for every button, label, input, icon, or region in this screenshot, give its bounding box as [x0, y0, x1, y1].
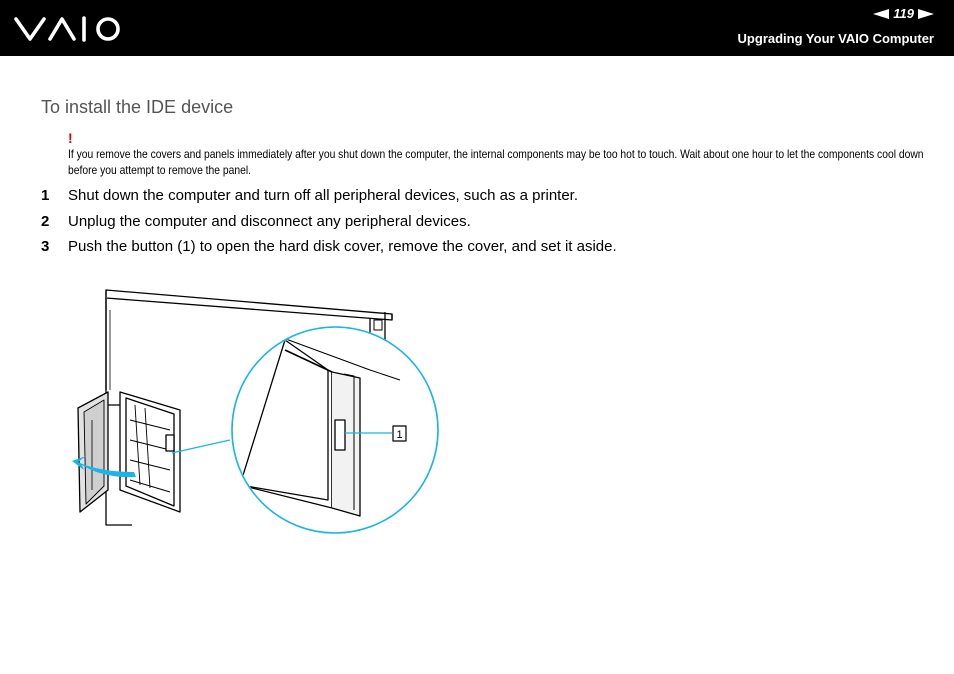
step-text: Push the button (1) to open the hard disk cover, remove the cover, and set it aside.	[68, 238, 617, 255]
step-text: Shut down the computer and turn off all peripheral devices, such as a printer.	[68, 187, 579, 204]
page-header	[0, 0, 954, 56]
step-number: 1	[41, 187, 50, 204]
procedure-title: To install the IDE device	[41, 97, 234, 117]
page-navigation	[873, 6, 934, 21]
previous-page-arrow-icon[interactable]	[873, 9, 889, 19]
section-title: Upgrading Your VAIO Computer	[737, 31, 934, 46]
page-number: 119	[893, 6, 914, 21]
step-number: 3	[41, 238, 50, 255]
step-text: Unplug the computer and disconnect any peripheral devices.	[68, 213, 471, 230]
step-number: 2	[41, 213, 50, 230]
hard-disk-cover-illustration	[70, 280, 440, 555]
figure-callout-label: 1	[396, 429, 403, 441]
warning-text: If you remove the covers and panels immediately after you shut down the computer, the internal components may be too hot to touch. Wait about one hour to let the components cool down before you attempt to remove the panel.	[68, 147, 924, 177]
next-page-arrow-icon[interactable]	[918, 9, 934, 19]
vaio-logo	[14, 14, 124, 49]
warning-icon: !	[68, 130, 73, 146]
